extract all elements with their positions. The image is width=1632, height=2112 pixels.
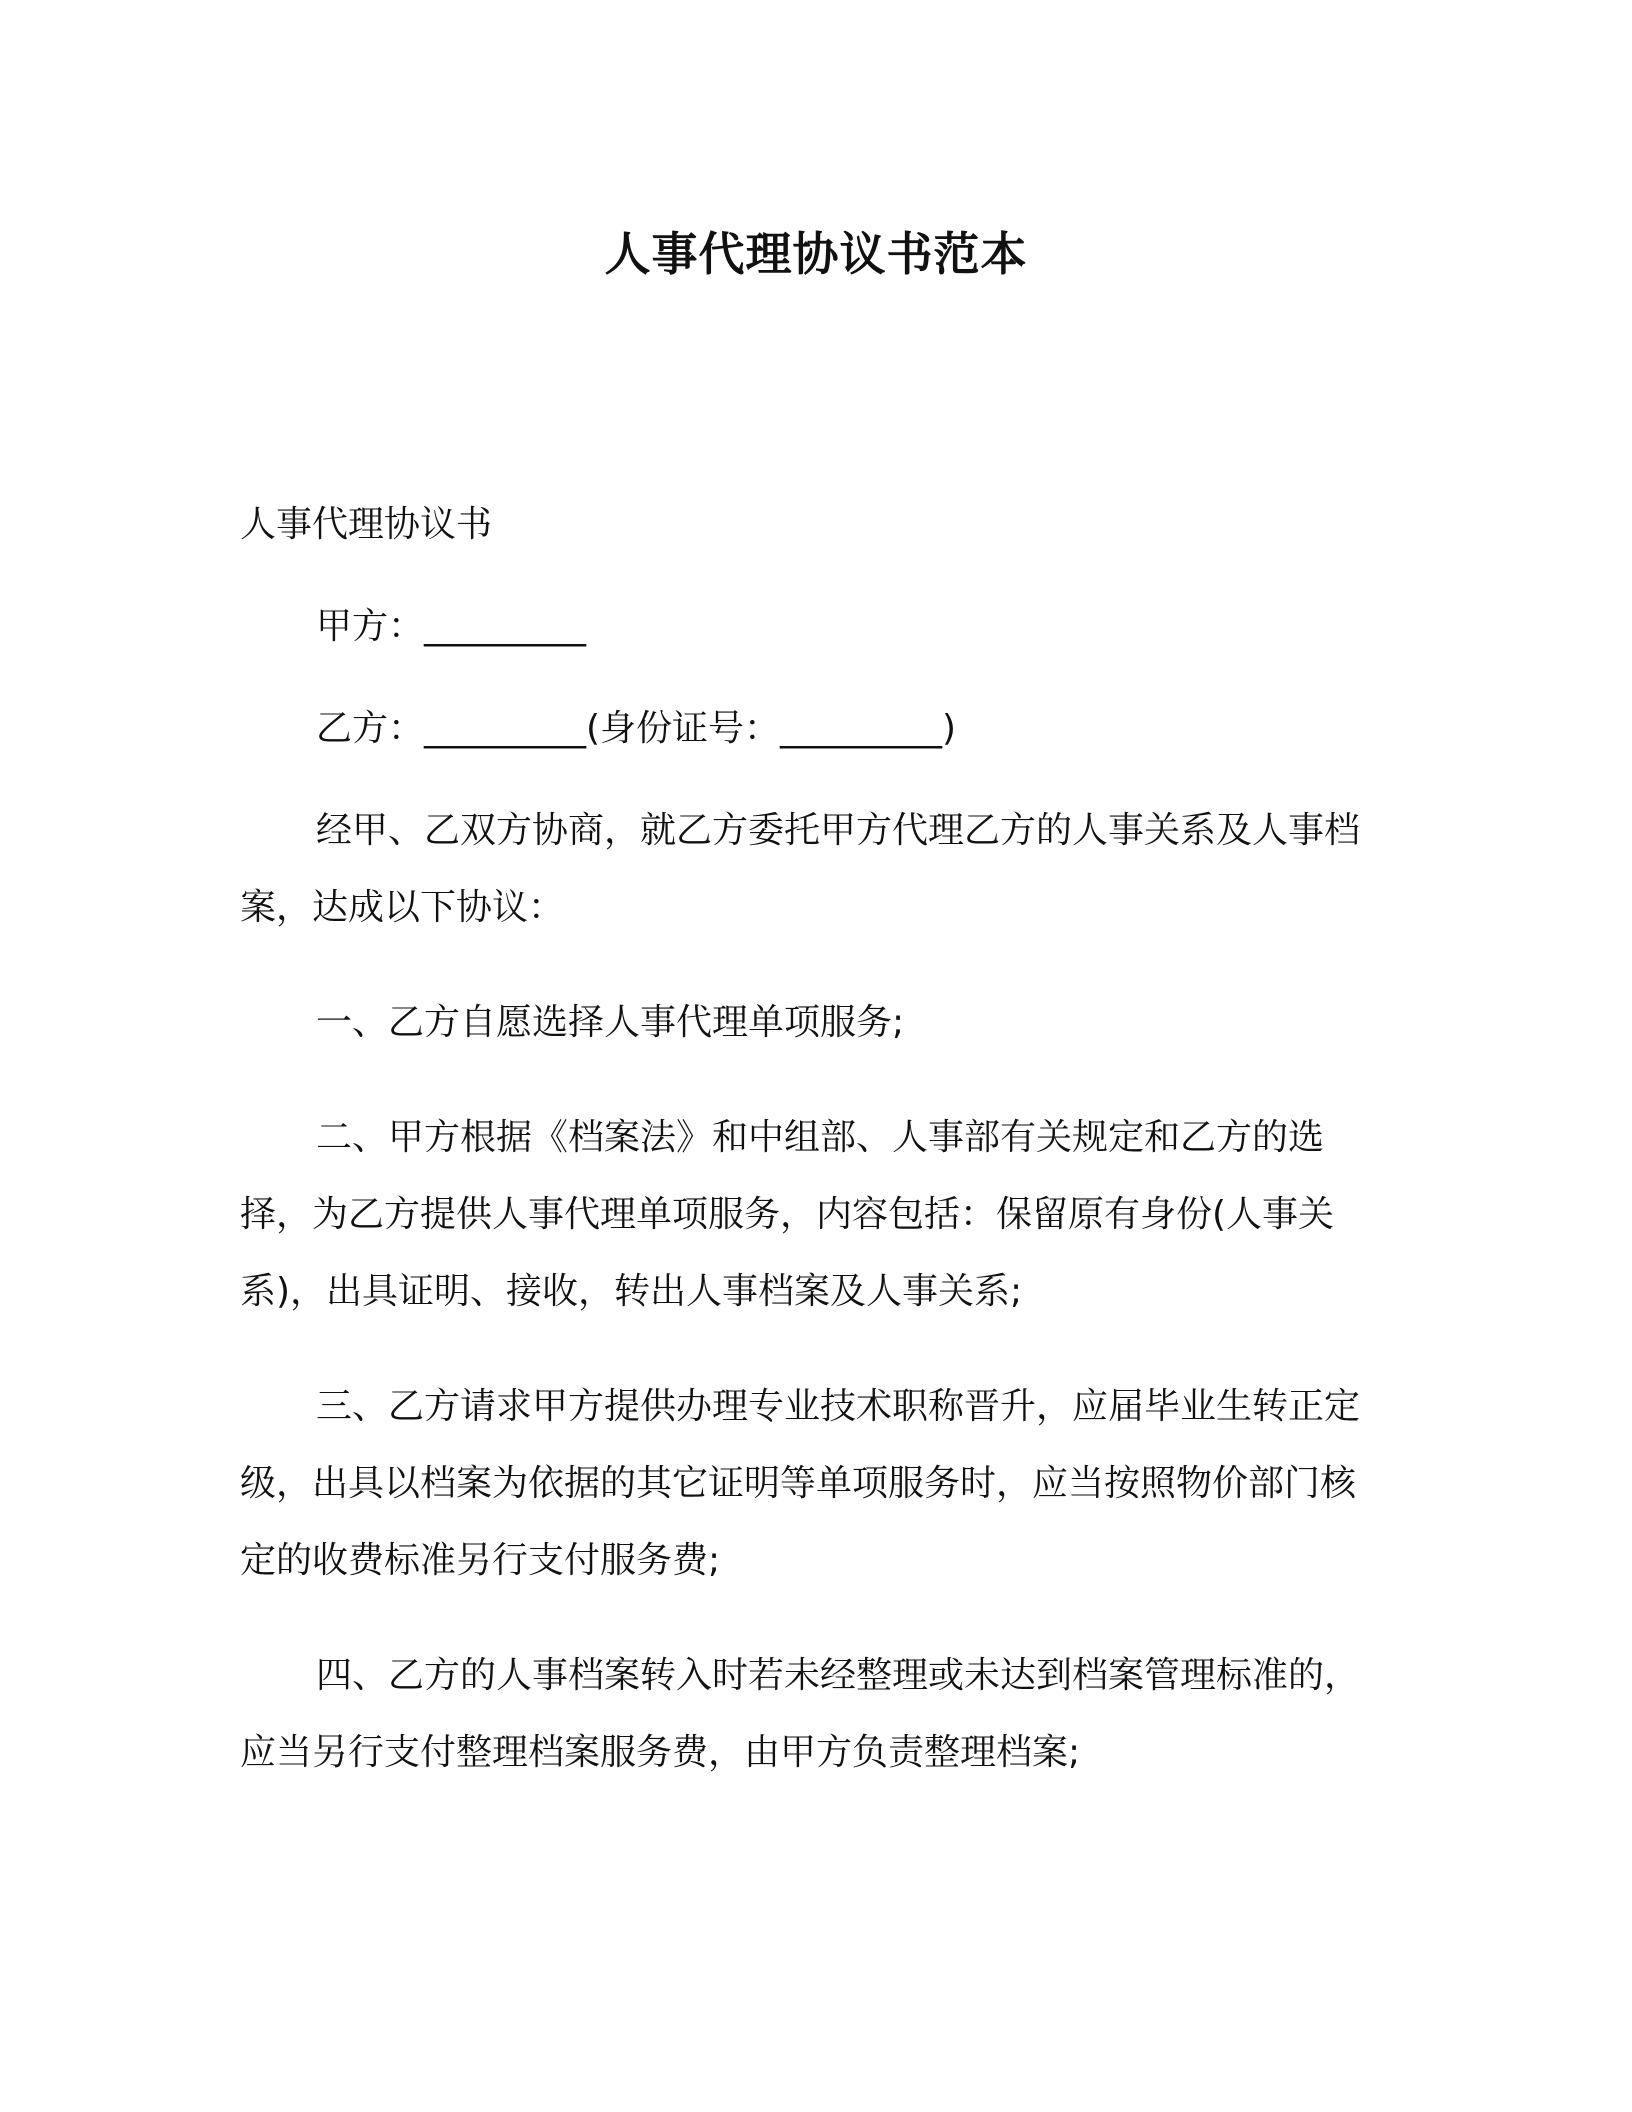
intro-paragraph: 经甲、乙双方协商，就乙方委托甲方代理乙方的人事关系及人事档案，达成以下协议： bbox=[240, 810, 1361, 928]
document-title: 人事代理协议书范本 bbox=[604, 227, 1028, 281]
party-b-line: 乙方：_________(身份证号：_________) bbox=[316, 708, 957, 749]
clause-2: 二、甲方根据《档案法》和中组部、人事部有关规定和乙方的选择，为乙方提供人事代理单项服务，内容包括：保留原有身份(人事关系)，出具证明、接收，转出人事档案及人事关系; bbox=[240, 1117, 1335, 1312]
clause-1: 一、乙方自愿选择人事代理单项服务; bbox=[316, 1002, 905, 1043]
party-a-line: 甲方：_________ bbox=[316, 606, 587, 647]
document-body bbox=[240, 486, 1375, 1791]
clause-3: 三、乙方请求甲方提供办理专业技术职称晋升，应届毕业生转正定级，出具以档案为依据的其它证明等单项服务时，应当按照物价部门核定的收费标准另行支付服务费; bbox=[240, 1386, 1361, 1581]
agreement-heading: 人事代理协议书 bbox=[240, 504, 493, 545]
clause-4: 四、乙方的人事档案转入时若未经整理或未达到档案管理标准的，应当另行支付整理档案服务费，由甲方负责整理档案; bbox=[240, 1655, 1361, 1773]
